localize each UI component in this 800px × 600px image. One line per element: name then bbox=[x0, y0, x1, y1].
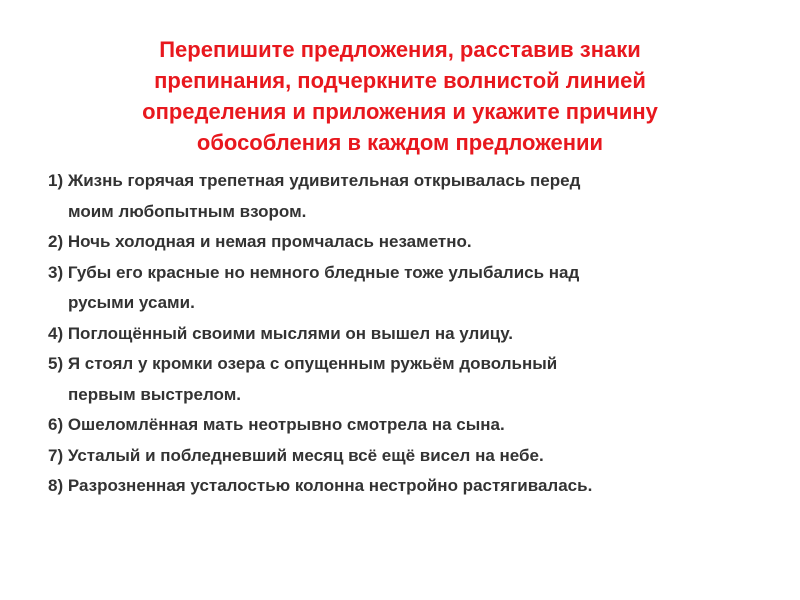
sentence-item-1 bbox=[48, 166, 592, 227]
sentence-item-4 bbox=[48, 319, 592, 350]
sentence-8-text: 8) Разрозненная усталостью колонна нестройно растягивалась. bbox=[48, 476, 593, 495]
title-line-1: Перепишите предложения, расставив знаки bbox=[159, 37, 641, 62]
sentence-3-text: 3) Губы его красные но немного бледные тоже улыбались над bbox=[48, 262, 580, 282]
slide-title bbox=[60, 34, 740, 158]
sentence-7-text: 7) Усталый и побледневший месяц всё ещё висел на небе. bbox=[48, 445, 544, 465]
sentence-6-text: 6) Ошеломлённая мать неотрывно смотрела на сына. bbox=[48, 415, 505, 434]
sentence-5-text: 5) Я стоял у кромки озера с опущенным ружьём довольный bbox=[48, 354, 558, 373]
title-line-2: препинания, подчеркните волнистой линией bbox=[154, 68, 646, 93]
sentence-5-continuation: первым выстрелом. bbox=[68, 384, 241, 404]
sentence-item-2 bbox=[48, 227, 592, 258]
sentence-3-continuation: русыми усами. bbox=[68, 293, 195, 312]
sentence-item-8 bbox=[48, 471, 592, 502]
sentence-1-continuation: моим любопытным взором. bbox=[68, 201, 307, 221]
sentence-item-7 bbox=[48, 441, 592, 472]
sentence-list bbox=[48, 166, 592, 502]
sentence-item-3 bbox=[48, 258, 592, 319]
sentence-1-text: 1) Жизнь горячая трепетная удивительная открывалась перед bbox=[48, 171, 581, 190]
sentence-2-text: 2) Ночь холодная и немая промчалась незаметно. bbox=[48, 232, 472, 251]
sentence-item-5 bbox=[48, 349, 592, 410]
sentence-item-6 bbox=[48, 410, 592, 441]
title-line-3: определения и приложения и укажите причину bbox=[142, 99, 658, 124]
title-line-4: обособления в каждом предложении bbox=[196, 130, 604, 155]
sentence-4-text: 4) Поглощённый своими мыслями он вышел на улицу. bbox=[48, 323, 513, 343]
